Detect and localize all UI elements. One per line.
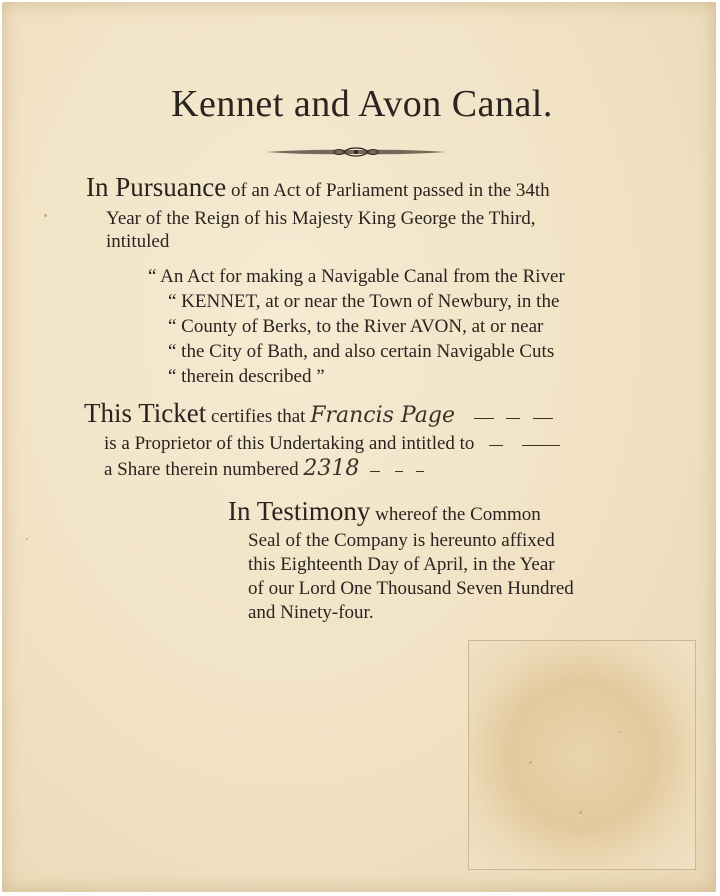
ticket-line2: is a Proprietor of this Undertaking and intitled to [104,433,475,454]
seal-stain-spot [619,731,621,733]
ticket-line3: a Share therein numbered [104,459,299,480]
fill-dash [395,470,403,472]
pursuance-line2: Year of the Reign of his Majesty King George the Third, [106,208,536,229]
paper-stain-spot [44,214,47,217]
act-quote-line: “ An Act for making a Navigable Canal from the River [148,266,565,287]
testimony-line1: whereof the Common [375,504,541,525]
pursuance-lead: In Pursuance [86,172,227,202]
testimony-line5: and Ninety-four. [248,602,374,623]
document-title: Kennet and Avon Canal. [171,83,553,125]
fill-dash [533,417,553,419]
ticket-lead: This Ticket [84,398,207,428]
testimony-lead: In Testimony [228,496,371,526]
testimony-line2: Seal of the Company is hereunto affixed [248,530,555,551]
company-seal-area [468,640,696,870]
share-number-handwritten: 2318 [303,456,360,481]
proprietor-name-handwritten: Francis Page [310,403,455,428]
seal-stain-spot [579,811,582,814]
paper-stain-spot [26,538,28,540]
fill-dash [489,444,503,446]
fill-dash [416,470,424,472]
act-quote-line: “ the City of Bath, and also certain Navigable Cuts [168,341,555,362]
fill-dash [506,417,520,419]
fill-dash [370,470,380,472]
act-quote-line: “ County of Berks, to the River AVON, at or near [168,316,544,337]
seal-stain-spot [529,761,532,764]
pursuance-line1: of an Act of Parliament passed in the 34th [230,180,550,201]
testimony-line3: this Eighteenth Day of April, in the Year [248,554,555,575]
testimony-line4: of our Lord One Thousand Seven Hundred [248,578,574,599]
act-quote-line: “ KENNET, at or near the Town of Newbury, in the [168,291,560,312]
ticket-certifies-text: certifies that [211,406,306,427]
decorative-rule-ornament [264,144,448,160]
document-paper [2,2,716,892]
act-quote-line: “ therein described ” [168,366,325,387]
pursuance-line3: intituled [106,231,170,252]
fill-dash [522,444,560,446]
fill-dash [474,417,494,419]
